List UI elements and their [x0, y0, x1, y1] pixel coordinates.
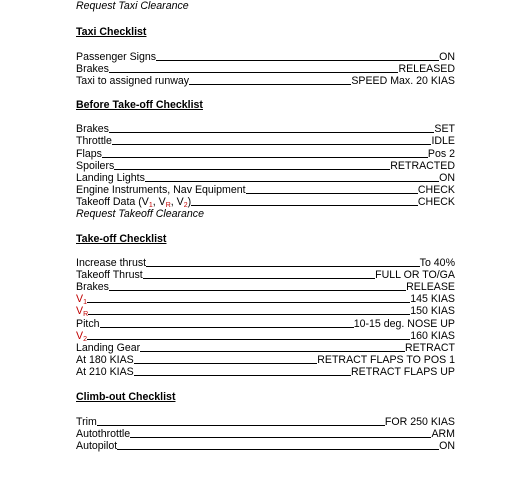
- checklist-row: [76, 51, 455, 63]
- checklist-row: [76, 354, 455, 366]
- item-label: Spoilers: [76, 159, 115, 172]
- item-label: Autothrottle: [76, 428, 131, 441]
- request-takeoff-note: Request Takeoff Clearance: [76, 207, 204, 220]
- label-text: V: [76, 329, 84, 342]
- item-value: ON: [439, 171, 455, 184]
- leader-line: [87, 339, 410, 340]
- checklist-row: [76, 135, 455, 147]
- item-label: Takeoff Thrust: [76, 269, 143, 282]
- climbout-checklist-heading: Climb-out Checklist: [76, 390, 176, 403]
- subscript: R: [165, 201, 171, 209]
- leader-line: [246, 193, 418, 194]
- item-value: RETRACTED: [390, 159, 455, 172]
- leader-line: [117, 449, 439, 450]
- subscript: R: [83, 311, 89, 319]
- item-label: Pitch: [76, 317, 100, 330]
- taxi-checklist: [76, 51, 455, 87]
- leader-line: [156, 60, 439, 61]
- checklist-row: [76, 416, 455, 428]
- item-value: 150 KIAS: [410, 305, 455, 318]
- item-label: Brakes: [76, 123, 109, 136]
- item-value: RETRACT: [404, 341, 455, 354]
- checklist-row: [76, 342, 455, 354]
- v1-label: [76, 293, 87, 305]
- checklist-row: [76, 330, 455, 342]
- v2-label: [76, 330, 87, 342]
- checklist-row: [76, 428, 455, 440]
- leader-line: [109, 290, 406, 291]
- takeoff-checklist: [76, 257, 455, 378]
- taxi-checklist-heading: Taxi Checklist: [76, 26, 147, 38]
- checklist-row: [76, 269, 455, 281]
- item-label: Flaps: [76, 147, 102, 160]
- leader-line: [134, 375, 351, 376]
- label-text: V: [76, 305, 84, 318]
- leader-line: [140, 351, 405, 352]
- leader-line: [109, 72, 398, 73]
- item-label: Throttle: [76, 135, 112, 148]
- item-label: Increase thrust: [76, 257, 147, 270]
- checklist-row: [76, 366, 455, 378]
- checklist-row: [76, 123, 455, 135]
- leader-line: [191, 205, 418, 206]
- item-label: At 210 KIAS: [76, 365, 134, 378]
- item-value: FULL OR TO/GA: [375, 269, 455, 282]
- request-taxi-note: Request Taxi Clearance: [76, 0, 189, 12]
- checklist-row: [76, 293, 455, 305]
- item-value: RELEASED: [398, 63, 455, 76]
- checklist-row: [76, 440, 455, 452]
- item-value: 145 KIAS: [410, 293, 455, 306]
- leader-line: [97, 425, 385, 426]
- leader-line: [145, 181, 439, 182]
- leader-line: [100, 327, 354, 328]
- subscript: 2: [183, 201, 188, 209]
- item-value: To 40%: [419, 257, 455, 270]
- checklist-row: [76, 147, 455, 159]
- leader-line: [143, 278, 375, 279]
- item-value: RETRACT FLAPS UP: [351, 365, 455, 378]
- item-value: Pos 2: [427, 147, 455, 160]
- item-value: SET: [434, 123, 455, 136]
- leader-line: [189, 84, 351, 85]
- checklist-row: [76, 63, 455, 75]
- item-label: Landing Lights: [76, 171, 145, 184]
- item-value: RELEASE: [406, 281, 455, 294]
- leader-line: [114, 169, 390, 170]
- checklist-row: [76, 257, 455, 269]
- item-label: Landing Gear: [76, 341, 141, 354]
- checklist-row: [76, 160, 455, 172]
- item-label: Engine Instruments, Nav Equipment: [76, 183, 246, 196]
- item-value: CHECK: [417, 195, 455, 208]
- label-text: , V: [152, 195, 166, 208]
- leader-line: [112, 144, 432, 145]
- item-value: SPEED Max. 20 KIAS: [351, 75, 455, 88]
- climbout-checklist: [76, 416, 455, 452]
- label-text: ): [187, 195, 192, 208]
- leader-line: [130, 437, 431, 438]
- item-value: 160 KIAS: [410, 329, 455, 342]
- checklist-row: [76, 281, 455, 293]
- item-label: At 180 KIAS: [76, 353, 134, 366]
- before-takeoff-checklist: [76, 123, 455, 220]
- before-takeoff-checklist-heading: Before Take-off Checklist: [76, 99, 203, 112]
- item-value: FOR 250 KIAS: [384, 415, 455, 428]
- leader-line: [134, 363, 318, 364]
- label-text: , V: [170, 195, 184, 208]
- checklist-row: [76, 305, 455, 317]
- label-text: Takeoff Data (V: [76, 195, 149, 208]
- leader-line: [88, 314, 410, 315]
- item-label: Trim: [76, 415, 97, 428]
- item-label: Autopilot: [76, 440, 118, 453]
- subscript: 1: [83, 299, 87, 307]
- checklist-row: [76, 184, 455, 196]
- item-value: IDLE: [431, 135, 455, 148]
- item-label: Taxi to assigned runway: [76, 75, 190, 88]
- checklist-row: [76, 196, 455, 208]
- leader-line: [87, 302, 410, 303]
- subscript: 2: [83, 335, 87, 343]
- item-label: Brakes: [76, 281, 109, 294]
- leader-line: [102, 157, 428, 158]
- item-value: ON: [439, 440, 455, 453]
- item-label: Brakes: [76, 63, 109, 76]
- takeoff-checklist-heading: Take-off Checklist: [76, 232, 167, 245]
- subscript: 1: [148, 201, 153, 209]
- item-value: RETRACT FLAPS TO POS 1: [317, 353, 455, 366]
- checklist-document: [76, 0, 455, 452]
- leader-line: [146, 266, 420, 267]
- item-value: ON: [439, 51, 455, 64]
- checklist-row: [76, 75, 455, 87]
- item-value: ARM: [431, 428, 455, 441]
- vr-label: [76, 305, 88, 317]
- leader-line: [109, 132, 434, 133]
- item-value: CHECK: [417, 183, 455, 196]
- checklist-row: [76, 172, 455, 184]
- item-value: 10-15 deg. NOSE UP: [353, 317, 455, 330]
- takeoff-data-label: [76, 196, 191, 208]
- item-label: Passenger Signs: [76, 51, 157, 64]
- label-text: V: [76, 293, 84, 306]
- checklist-row: [76, 317, 455, 329]
